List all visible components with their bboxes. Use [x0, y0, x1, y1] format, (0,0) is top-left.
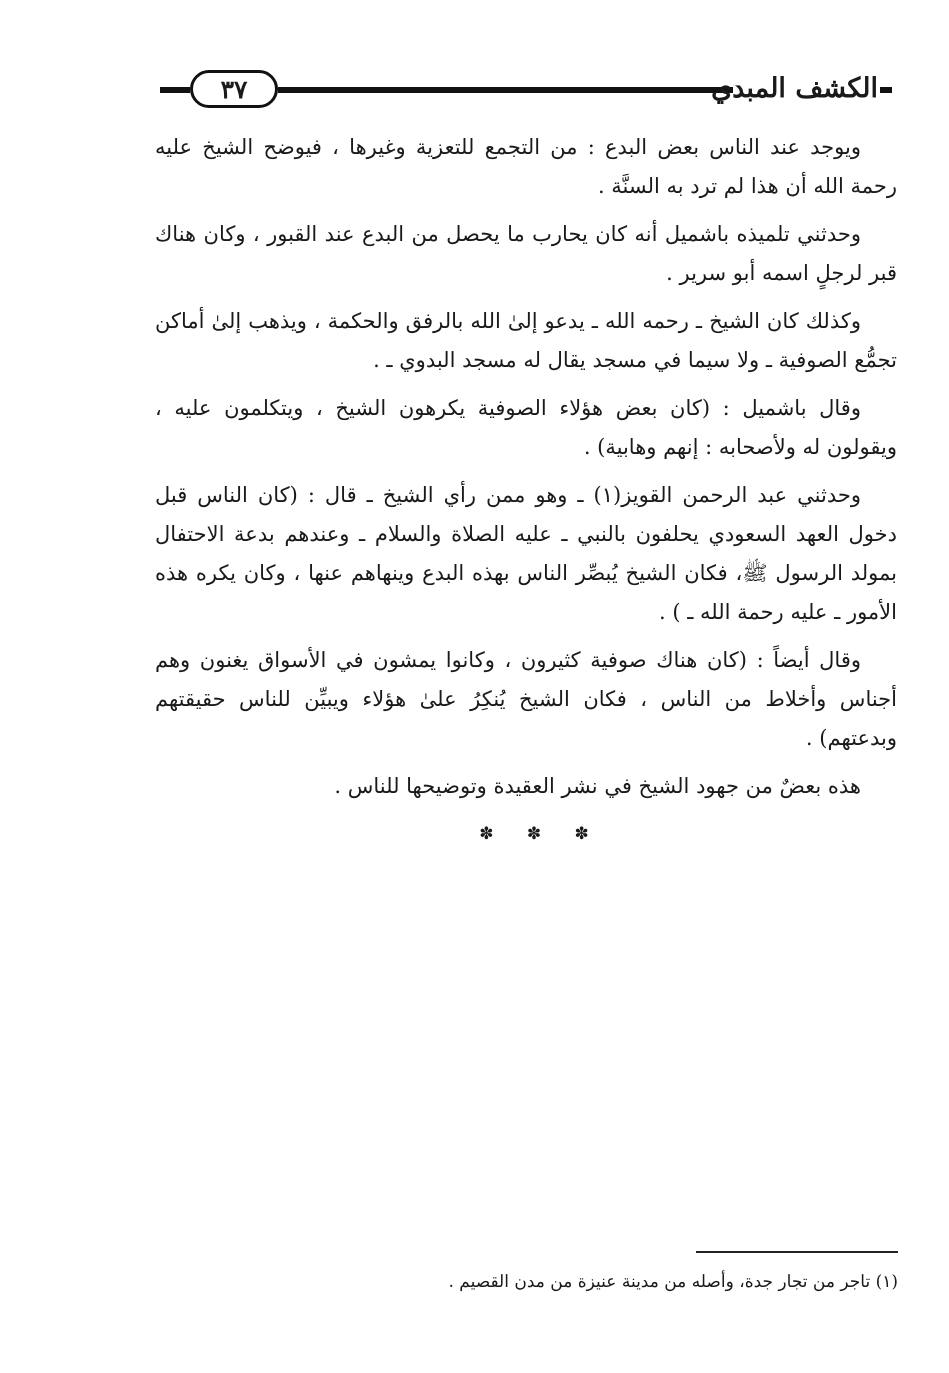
- book-title: الكشف المبدي: [711, 73, 878, 104]
- page-header: [160, 66, 892, 114]
- header-rule-right: [880, 87, 892, 93]
- footnote: (١) تاجر من تجار جدة، وأصله من مدينة عنيزة من مدن القصيم .: [448, 1272, 898, 1292]
- paragraph-3: وكذلك كان الشيخ ـ رحمه الله ـ يدعو إلىٰ الله بالرفق والحكمة ، ويذهب إلىٰ أماكن تجمُّع الصوفية ـ ولا سيما في مسجد يقال له مسجد البدوي ـ .: [155, 309, 897, 372]
- header-rule: [278, 87, 733, 93]
- paragraph-7: هذه بعضٌ من جهود الشيخ في نشر العقيدة وتوضيحها للناس .: [334, 774, 861, 798]
- page-number: ٣٧: [190, 70, 278, 108]
- page-body: [155, 128, 897, 854]
- paragraph-2: وحدثني تلميذه باشميل أنه كان يحارب ما يحصل من البدع عند القبور ، وكان هناك قبر لرجلٍ اسمه أبو سرير .: [155, 222, 897, 285]
- footnote-divider: [696, 1251, 898, 1253]
- paragraph-6: وقال أيضاً : (كان هناك صوفية كثيرون ، وكانوا يمشون في الأسواق يغنون وهم أجناس وأخلاط من الناس ، فكان الشيخ يُنكِرُ علىٰ هؤلاء ويبيِّن للناس حقيقتهم وبدعتهم) .: [155, 648, 897, 750]
- header-rule-left: [160, 87, 190, 93]
- section-separator: ✽ ✽ ✽: [479, 824, 603, 844]
- paragraph-5: وحدثني عبد الرحمن القويز(١) ـ وهو ممن رأي الشيخ ـ قال : (كان الناس قبل دخول العهد السعودي يحلفون بالنبي ـ عليه الصلاة والسلام ـ وعندهم بدعة الاحتفال بمولد الرسول ﷺ، فكان الشيخ يُبصِّر الناس بهذه البدع وينهاهم عنها ، وكان يكره هذه الأمور ـ عليه رحمة الله ـ ) .: [155, 483, 897, 624]
- paragraph-1: ويوجد عند الناس بعض البدع : من التجمع للتعزية وغيرها ، فيوضح الشيخ عليه رحمة الله أن هذا لم ترد به السنَّة .: [155, 135, 897, 198]
- paragraph-4: وقال باشميل : (كان بعض هؤلاء الصوفية يكرهون الشيخ ، ويتكلمون عليه ، ويقولون له ولأصحابه : إنهم وهابية) .: [155, 396, 897, 459]
